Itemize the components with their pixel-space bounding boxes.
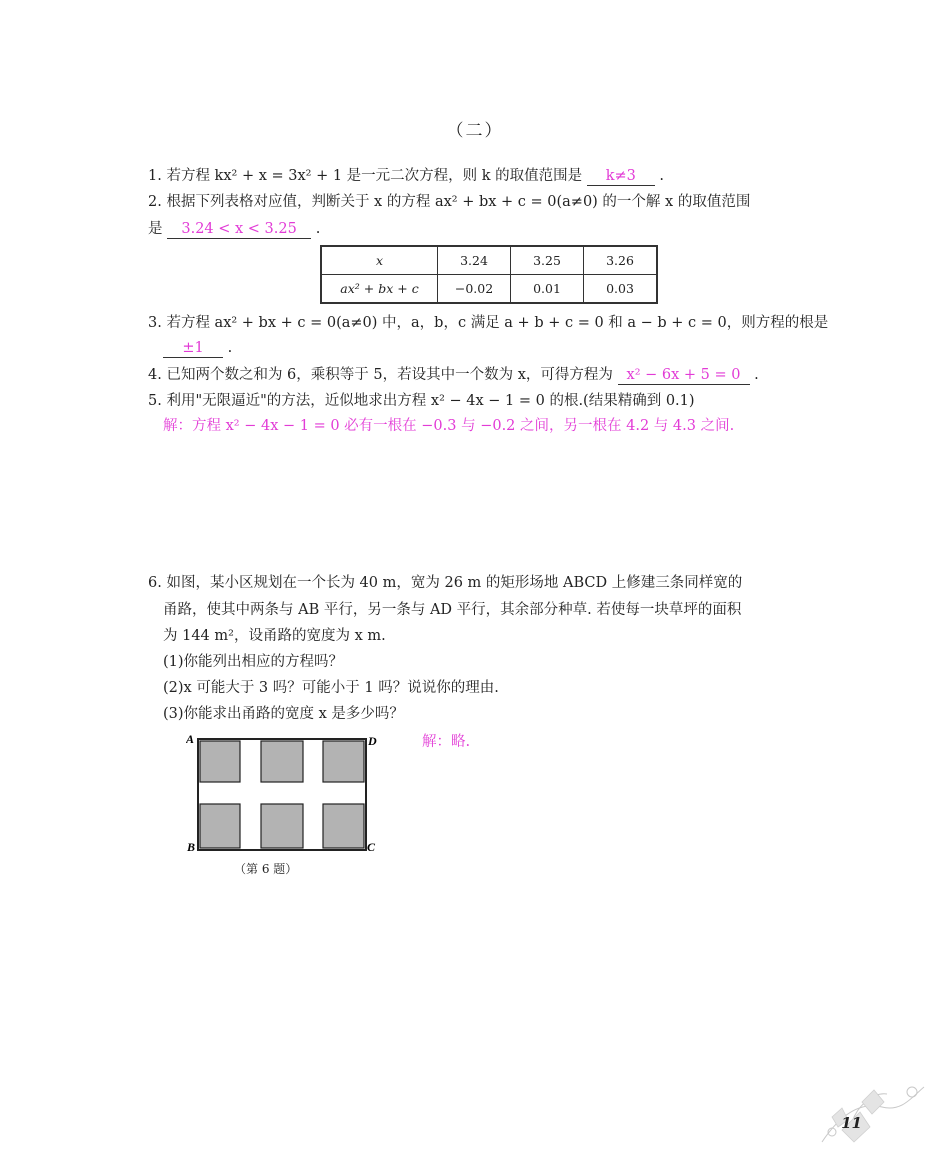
question-3-line-1: 3. 若方程 ax² + bx + c = 0(a≠0) 中，a，b，c 满足 a + b + c = 0 和 a − b + c = 0，则方程的根是 — [148, 315, 829, 331]
question-6-sub-1: (1)你能列出相应的方程吗？ — [163, 654, 344, 670]
question-1 — [148, 166, 664, 186]
question-2-prefix: 是 — [148, 221, 163, 237]
lawn-block — [323, 741, 364, 782]
floral-ornament-icon — [812, 1072, 932, 1152]
question-6-line-1: 6. 如图，某小区规划在一个长为 40 m，宽为 26 m 的矩形场地 ABCD 上修建三条同样宽的 — [148, 575, 743, 591]
vertex-label-d: D — [368, 734, 377, 748]
table-row — [321, 275, 657, 304]
table-cell: 3.24 — [438, 246, 511, 275]
question-3-suffix: . — [227, 340, 233, 356]
question-6-line-2: 甬路，使其中两条与 AB 平行，另一条与 AD 平行，其余部分种草. 若使每一块草坪的面积 — [163, 602, 742, 618]
question-4-answer: x² − 6x + 5 = 0 — [618, 366, 750, 385]
question-3-line-2 — [163, 338, 232, 358]
lawn-block — [200, 804, 240, 848]
question-2-answer: 3.24 < x < 3.25 — [167, 220, 311, 239]
question-1-answer: k≠3 — [587, 167, 655, 186]
table-cell: x — [321, 246, 438, 275]
section-title: （二） — [446, 121, 504, 141]
vertex-label-b: B — [187, 840, 196, 854]
question-2-line-2 — [148, 219, 320, 239]
page-number: 11 — [841, 1114, 862, 1132]
question-6-answer: 解：略. — [422, 734, 471, 750]
table-cell: 0.03 — [584, 275, 658, 304]
lawn-block — [200, 741, 240, 782]
vertex-label-a: A — [186, 732, 195, 746]
table-cell: ax² + bx + c — [321, 275, 438, 304]
rectangle-figure — [186, 730, 386, 856]
question-4-suffix: . — [754, 367, 759, 383]
lawn-block — [323, 804, 364, 848]
lawn-block — [261, 741, 303, 782]
vertex-label-c: C — [367, 840, 376, 854]
question-5-answer: 解：方程 x² − 4x − 1 = 0 必有一根在 −0.3 与 −0.2 之间，另一根在 4.2 与 4.3 之间. — [163, 418, 735, 434]
question-2-suffix: . — [315, 221, 321, 237]
question-4 — [148, 365, 759, 385]
question-6-line-3: 为 144 m²，设甬路的宽度为 x m. — [163, 628, 386, 644]
table-cell: 0.01 — [511, 275, 584, 304]
table-cell: −0.02 — [438, 275, 511, 304]
value-table — [320, 245, 658, 304]
question-6-sub-3: (3)你能求出甬路的宽度 x 是多少吗？ — [163, 706, 404, 722]
table-cell: 3.25 — [511, 246, 584, 275]
table-cell: 3.26 — [584, 246, 658, 275]
question-4-text: 4. 已知两个数之和为 6，乘积等于 5，若设其中一个数为 x，可得方程为 — [148, 367, 613, 383]
question-2-line-1: 2. 根据下列表格对应值，判断关于 x 的方程 ax² + bx + c = 0(a≠0) 的一个解 x 的取值范围 — [148, 194, 751, 210]
question-1-suffix: . — [659, 168, 664, 184]
question-3-answer: ±1 — [163, 339, 223, 358]
lawn-block — [261, 804, 303, 848]
question-6-sub-2: (2)x 可能大于 3 吗？可能小于 1 吗？说说你的理由. — [163, 680, 499, 696]
question-1-text: 1. 若方程 kx² + x = 3x² + 1 是一元二次方程，则 k 的取值范围是 — [148, 168, 583, 184]
figure-caption: （第 6 题） — [234, 862, 298, 876]
table-row — [321, 246, 657, 275]
question-5-line-1: 5. 利用"无限逼近"的方法，近似地求出方程 x² − 4x − 1 = 0 的根.(结果精确到 0.1) — [148, 393, 695, 409]
